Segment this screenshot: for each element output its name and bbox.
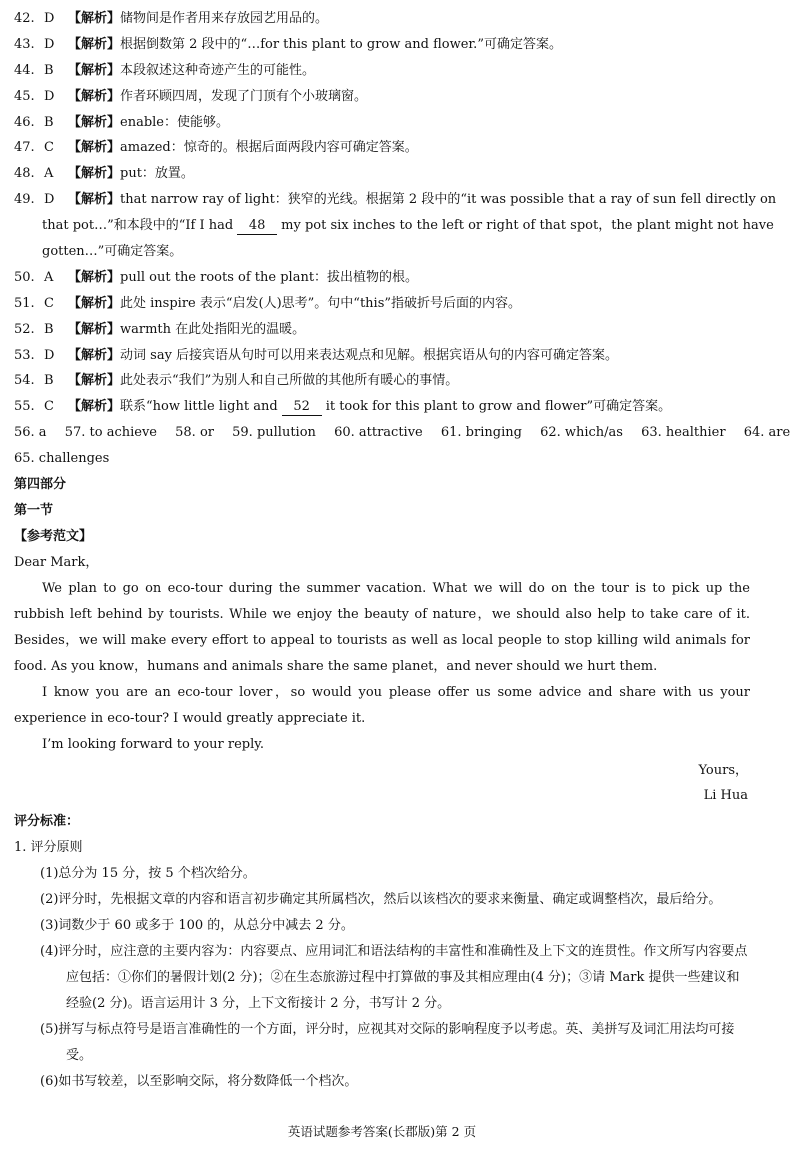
answer-item: 43. D 【解析】根据倒数第 2 段中的“…for this plant to grow and flower.”可确定答案。 <box>14 36 562 52</box>
criteria-item: (2)评分时，先根据文章的内容和语言初步确定其所属档次，然后以该档次的要求来衡量、确定或调整档次，最后给分。 <box>40 892 722 908</box>
criteria-item: (5)拼写与标点符号是语言准确性的一个方面，评分时，应视其对交际的影响程度予以考虑。英、美拼写及词汇用法均可接受。 <box>40 1022 735 1064</box>
essay-paragraph: I know you are an eco-tour lover，so would you please offer us some advice and share with us your experience in eco-tour? I would greatly appreciate it. <box>14 684 750 726</box>
essay-greeting: Dear Mark， <box>14 555 99 571</box>
answer-item-49: 49. D 【解析】that narrow ray of light：狭窄的光线。根据第 2 段中的“it was possible that a ray of sun fell directly on that pot…”和本段中的“If I had 48 my pot six inches to the left or right of that spot，the plant might not have gotten…”可确定答案。 <box>14 192 777 260</box>
page-footer: 英语试题参考答案(长郡版)第 2 页 <box>287 1124 477 1139</box>
answer-item-55: 55. C 【解析】联系“how little light and 52 it took for this plant to grow and flower”可确定答案。 <box>14 399 672 415</box>
criteria-subheading: 1. 评分原则 <box>14 840 83 856</box>
answer-item: 47. C 【解析】amazed：惊奇的。根据后面两段内容可确定答案。 <box>14 140 418 156</box>
answer-item: 51. C 【解析】此处 inspire 表示“启发(人)思考”。句中“this”指破折号后面的内容。 <box>14 295 522 311</box>
answer-item: 50. A 【解析】pull out the roots of the plant：拔出植物的根。 <box>14 269 419 285</box>
sample-essay-heading: 【参考范文】 <box>14 529 93 545</box>
answer-item: 48. A 【解析】put：放置。 <box>14 166 194 182</box>
answer-list-1 <box>14 6 750 187</box>
criteria-heading: 评分标准： <box>14 814 80 830</box>
answer-list-2 <box>14 265 750 420</box>
criteria-item: (4)评分时，应注意的主要内容为：内容要点、应用词汇和语法结构的丰富性和准确性及上下文的连贯性。作文所写内容要点应包括：①你们的暑假计划(2 分)；②在生态旅游过程中打算做的事及其相应理由(4 分)；③请 Mark 提供一些建议和经验(2 分)。语言运用计 3 分，上下文衔接计 2 分，书写计 2 分。 <box>40 944 748 1012</box>
sample-essay <box>14 550 750 809</box>
criteria-item: (1)总分为 15 分，按 5 个档次给分。 <box>40 866 256 882</box>
part-heading: 第四部分 <box>14 477 67 493</box>
essay-paragraph: We plan to go on eco-tour during the summer vacation. What we will do on the tour is to pick up the rubbish left behind by tourists. While we enjoy the beauty of nature，we should also help to take care of it. Besides，we will make every effort to appeal to tourists as well as local people to stop killing wild animals for food. As you know，humans and animals share the same planet，and never should we hurt them. <box>14 581 750 674</box>
answer-item: 44. B 【解析】本段叙述这种奇迹产生的可能性。 <box>14 62 316 78</box>
answer-item: 46. B 【解析】enable：使能够。 <box>14 114 230 130</box>
essay-closing: Yours， <box>698 762 748 778</box>
answer-item: 53. D 【解析】动词 say 后接宾语从句时可以用来表达观点和见解。根据宾语从句的内容可确定答案。 <box>14 347 619 363</box>
answer-item: 45. D 【解析】作者环顾四周，发现了门顶有个小玻璃窗。 <box>14 88 368 104</box>
answer-item: 54. B 【解析】此处表示“我们”为别人和自己所做的其他所有暖心的事情。 <box>14 373 459 389</box>
fill-in-answers: 56. a 57. to achieve 58. or 59. pullution 60. attractive 61. bringing 62. which/as 63. healthier 64. are 65. challenges <box>14 425 791 467</box>
blank-48: 48 <box>237 218 277 235</box>
blank-52: 52 <box>282 399 322 416</box>
answer-item: 42. D 【解析】储物间是作者用来存放园艺用品的。 <box>14 11 329 26</box>
answer-item: 52. B 【解析】warmth 在此处指阳光的温暖。 <box>14 321 306 337</box>
essay-signature: Li Hua <box>703 788 748 804</box>
criteria-item: (6)如书写较差，以至影响交际，将分数降低一个档次。 <box>40 1074 358 1090</box>
criteria-item: (3)词数少于 60 或多于 100 的，从总分中减去 2 分。 <box>40 918 354 934</box>
essay-paragraph: I’m looking forward to your reply. <box>42 736 265 752</box>
criteria-list <box>14 861 750 1095</box>
section-heading: 第一节 <box>14 503 54 519</box>
